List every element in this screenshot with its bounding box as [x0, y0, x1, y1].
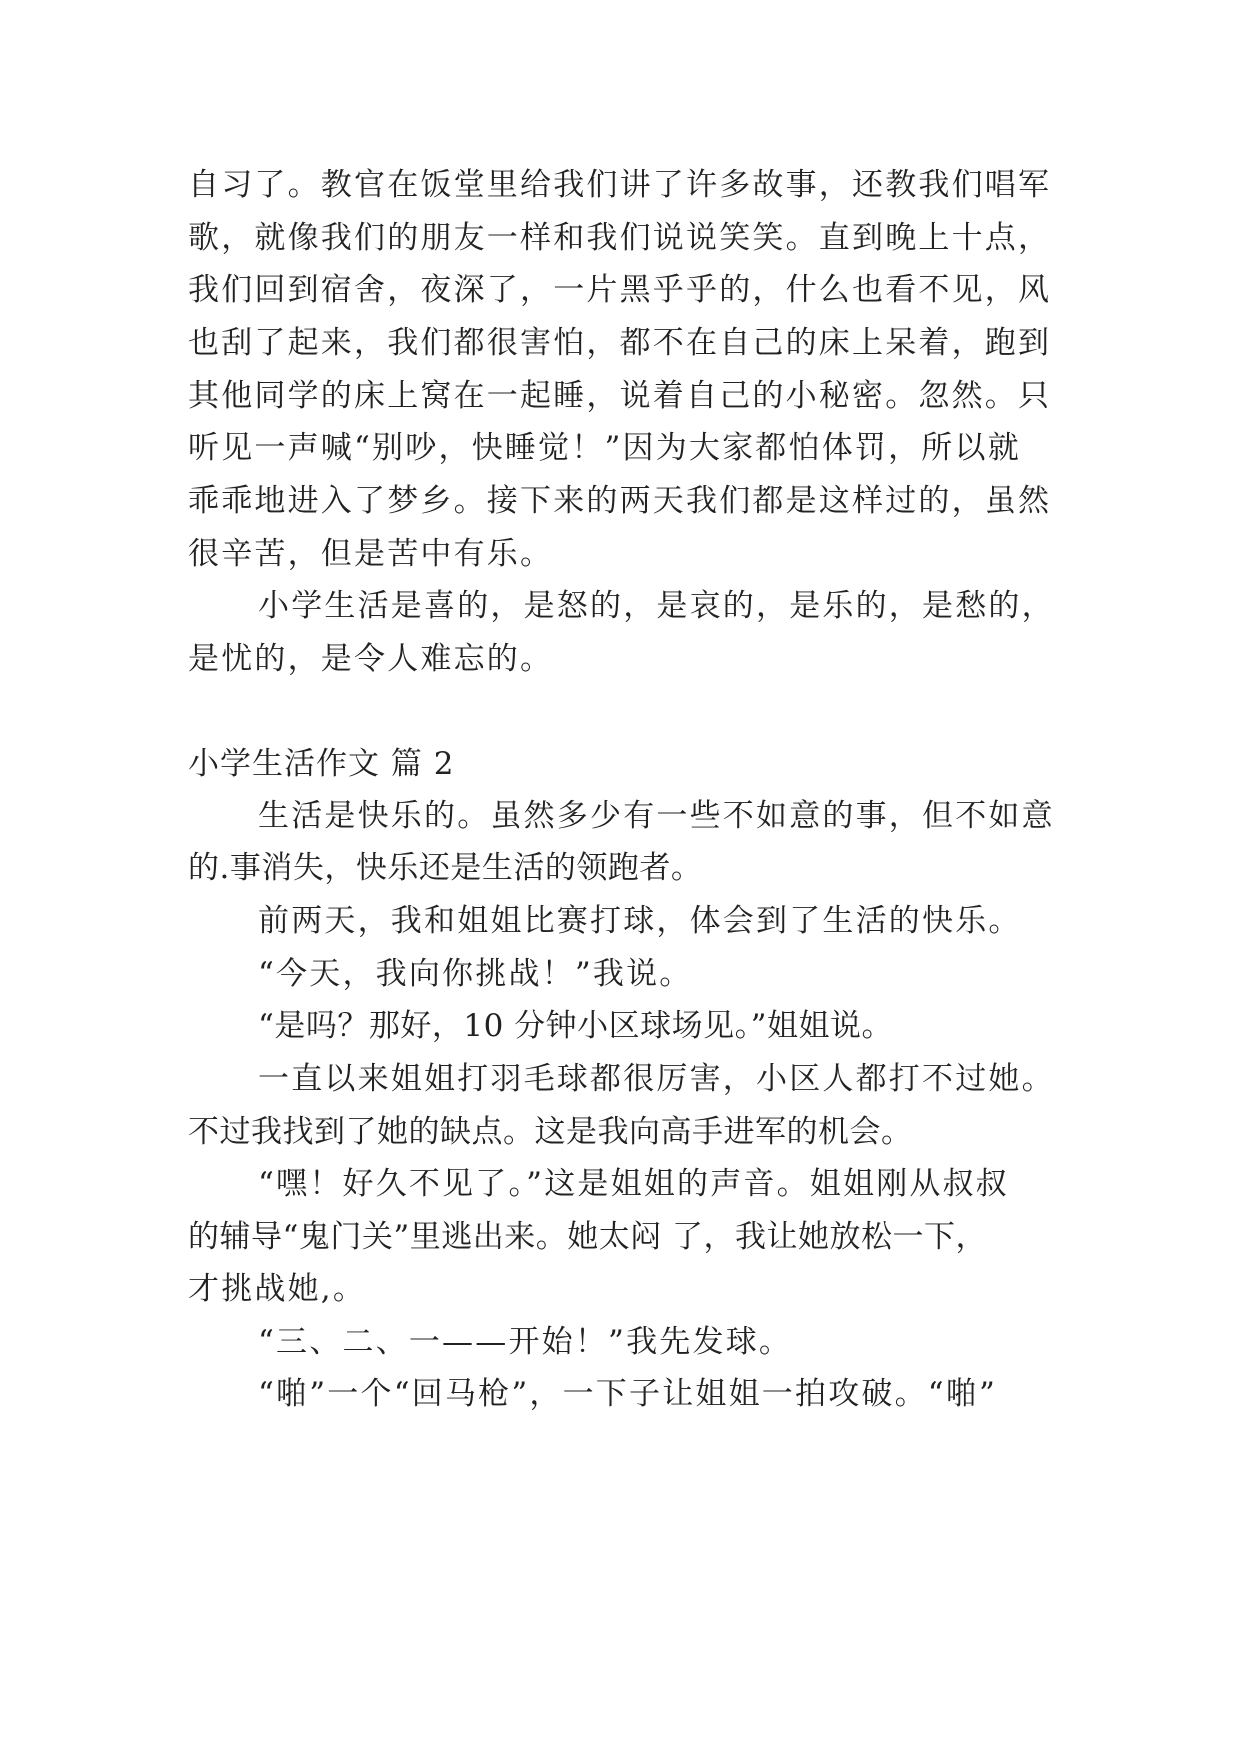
text-line: “是吗？那好，10 分钟小区球场见。”姐姐说。	[258, 1008, 893, 1044]
text-line: 乖乖地进入了梦乡。接下来的两天我们都是这样过的，虽然	[188, 483, 1052, 519]
text-line: “三、二、一——开始！”我先发球。	[258, 1324, 793, 1360]
text-line: 生活是快乐的。虽然多少有一些不如意的事，但不如意	[258, 798, 1055, 834]
text-line: 听见一声喊“别吵，快睡觉！”因为大家都怕体罚，所以就	[188, 430, 1021, 466]
text-line: 是忧的，是令人难忘的。	[188, 641, 554, 677]
text-line: 歌，就像我们的朋友一样和我们说说笑笑。直到晚上十点，	[188, 220, 1052, 256]
text-line: 的辅导“鬼门关”里逃出来。她太闷 了，我让她放松一下，	[188, 1219, 988, 1255]
text-line: 自习了。教官在饭堂里给我们讲了许多故事，还教我们唱军	[188, 167, 1052, 203]
text-line: 的.事消失，快乐还是生活的领跑者。	[188, 850, 703, 886]
text-line: 我们回到宿舍，夜深了，一片黑乎乎的，什么也看不见，风	[188, 272, 1052, 308]
text-line: 才挑战她,。	[188, 1271, 367, 1307]
text-line: 也刮了起来，我们都很害怕，都不在自己的床上呆着，跑到	[188, 325, 1052, 361]
text-line: 很辛苦，但是苦中有乐。	[188, 536, 554, 572]
text-line: “啪”一个“回马枪”，一下子让姐姐一拍攻破。“啪”	[258, 1376, 998, 1412]
text-line: “嘿！好久不见了。”这是姐姐的声音。姐姐刚从叔叔	[258, 1166, 1009, 1202]
text-line: 小学生活是喜的，是怒的，是哀的，是乐的，是愁的，	[258, 588, 1055, 624]
text-line: 一直以来姐姐打羽毛球都很厉害，小区人都打不过她。	[258, 1061, 1055, 1097]
text-line: 不过我找到了她的缺点。这是我向高手进军的机会。	[188, 1114, 913, 1150]
text-line: 前两天，我和姐姐比赛打球，体会到了生活的快乐。	[258, 903, 1022, 939]
section-heading: 小学生活作文 篇 2	[188, 746, 455, 782]
text-line: 其他同学的床上窝在一起睡，说着自己的小秘密。忽然。只	[188, 378, 1052, 414]
text-line: “今天，我向你挑战！”我说。	[258, 956, 693, 992]
